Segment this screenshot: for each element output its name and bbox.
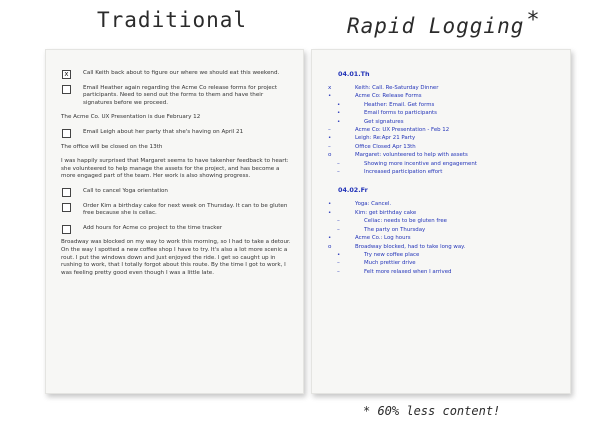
entry-text: Celiac: needs to be gluten free: [364, 218, 447, 225]
bullet-signifier: –: [337, 160, 340, 167]
bullet-signifier: x: [328, 85, 332, 91]
note-item: [61, 114, 293, 122]
task-checkbox[interactable]: [62, 85, 71, 94]
item-text: Call Keith back about to figure our where we should eat this weekend.: [83, 70, 280, 76]
log-entry: [338, 118, 562, 126]
bullet-signifier: •: [337, 251, 341, 258]
footnote: * 60% less content!: [363, 404, 501, 418]
log-entry: [328, 84, 562, 92]
bullet-signifier: •: [337, 101, 341, 108]
bullet-signifier: –: [337, 169, 340, 176]
log-entry: [338, 160, 562, 168]
log-entry: [328, 92, 562, 100]
item-text: Broadway was blocked on my way to work this morning, so I had to take a detour. On the way I spotted a new coffee shop I have to try. It's also a lot more scenic a rout. I put the windows down and just enjoyed the ride. I get so caught up in rushing to work, that I totally forgot about this route. By the time I got to work, I was feeling pretty good even though I was a little late.: [61, 239, 291, 276]
bullet-signifier: –: [337, 268, 340, 275]
note-item: [61, 144, 293, 152]
entry-text: Kim: get birthday cake: [355, 209, 417, 216]
item-text: I was happily surprised that Margaret seems to have takenher feedback to heart: she volunteered to help manage the assets for the project, and has become a more engaged part of the team. Her work is also showing progress.: [61, 158, 289, 180]
log-entry: [328, 209, 562, 217]
asterisk-mark: *: [526, 8, 541, 33]
note-item: [61, 239, 293, 277]
entry-text: Email forms to participants: [364, 110, 437, 117]
bullet-signifier: o: [328, 152, 332, 159]
entry-text: Keith: Call. Re-Saturday Dinner: [355, 85, 439, 91]
entry-text: Acme Co: UX Presentation - Feb 12: [355, 127, 450, 134]
entry-text: Yoga: Cancel.: [355, 201, 392, 208]
log-entry: [338, 109, 562, 117]
task-item: [61, 129, 293, 137]
entry-text: Get signatures: [364, 118, 404, 125]
entry-text: Acme Co: Release Forms: [355, 93, 422, 100]
item-text: The office will be closed on the 13th: [61, 143, 163, 150]
item-text: Email Leigh about her party that she's having on April 21: [83, 128, 244, 135]
task-checkbox[interactable]: [62, 188, 71, 197]
rapid-logging-heading: [347, 8, 541, 38]
bullet-signifier: –: [337, 226, 340, 233]
checked-checkbox[interactable]: x: [62, 70, 71, 79]
task-item: [61, 188, 293, 196]
log-entry: [338, 251, 562, 259]
log-entry: [328, 126, 562, 134]
entry-text: Acme Co.: Log hours: [355, 235, 411, 242]
traditional-notes-list: [61, 70, 293, 284]
rapid-logging-list: [328, 70, 562, 276]
log-entry: [328, 234, 562, 242]
log-entry: [328, 151, 562, 159]
bullet-signifier: o: [328, 243, 332, 250]
item-text: Order Kim a birthday cake for next week on Thursday. It can to be gluten free because she is celiac.: [83, 202, 288, 217]
bullet-signifier: –: [328, 143, 331, 150]
log-entry: [328, 200, 562, 208]
entry-text: The party on Thursday: [364, 226, 426, 233]
bullet-signifier: •: [337, 118, 341, 125]
item-text: Call to cancel Yoga orientation: [83, 187, 168, 194]
entry-text: Much prettier drive: [364, 260, 416, 267]
entry-text: Felt more relaxed when I arrived: [364, 268, 452, 275]
bullet-signifier: •: [328, 209, 332, 216]
item-text: Add hours for Acme co project to the time tracker: [83, 224, 223, 231]
task-item: [61, 225, 293, 233]
task-item: [61, 70, 293, 78]
log-entry: [338, 268, 562, 276]
traditional-notes-page: [45, 49, 304, 394]
log-entry: [338, 168, 562, 176]
log-entry: [338, 259, 562, 267]
bullet-signifier: –: [337, 218, 340, 225]
entry-text: Try new coffee place: [364, 251, 420, 258]
task-item: [61, 203, 293, 218]
bullet-signifier: •: [328, 135, 332, 142]
log-entry: [338, 101, 562, 109]
entry-text: Heather: Email. Get forms: [364, 101, 435, 108]
task-checkbox[interactable]: [62, 129, 71, 138]
entry-text: Margaret: volunteered to help with assets: [355, 152, 468, 159]
item-text: Email Heather again regarding the Acme Co release forms for project participants. Need to send out the forms to them and have their signatures before we proceed.: [83, 84, 278, 106]
entry-text: Broadway blocked, had to take long way.: [355, 243, 466, 250]
bullet-signifier: •: [337, 110, 341, 117]
entry-text: Leigh: Re:Apr 21 Party: [355, 135, 416, 142]
log-entry: [328, 243, 562, 251]
log-entry: [338, 226, 562, 234]
log-entry: [328, 134, 562, 142]
bullet-signifier: •: [328, 235, 332, 242]
rapid-logging-heading-text: Rapid Logging: [347, 14, 525, 38]
log-date: 04.01.Th: [338, 70, 370, 78]
log-date: 04.02.Fr: [338, 186, 368, 195]
note-item: [61, 158, 293, 181]
bullet-signifier: –: [328, 127, 331, 134]
bullet-signifier: –: [337, 260, 340, 267]
log-entry: [338, 217, 562, 225]
log-entry: [328, 143, 562, 151]
entry-text: Increased participation effort: [364, 169, 443, 176]
task-checkbox[interactable]: [62, 225, 71, 234]
bullet-signifier: •: [328, 201, 332, 208]
task-checkbox[interactable]: [62, 203, 71, 212]
entry-text: Showing more incentive and engagement: [364, 160, 477, 167]
entry-text: Office Closed Apr 13th: [355, 143, 416, 150]
bullet-signifier: •: [328, 93, 332, 100]
item-text: The Acme Co. UX Presentation is due February 12: [61, 114, 201, 121]
traditional-heading: Traditional: [97, 8, 248, 32]
rapid-logging-page: [311, 49, 571, 394]
task-item: [61, 85, 293, 108]
